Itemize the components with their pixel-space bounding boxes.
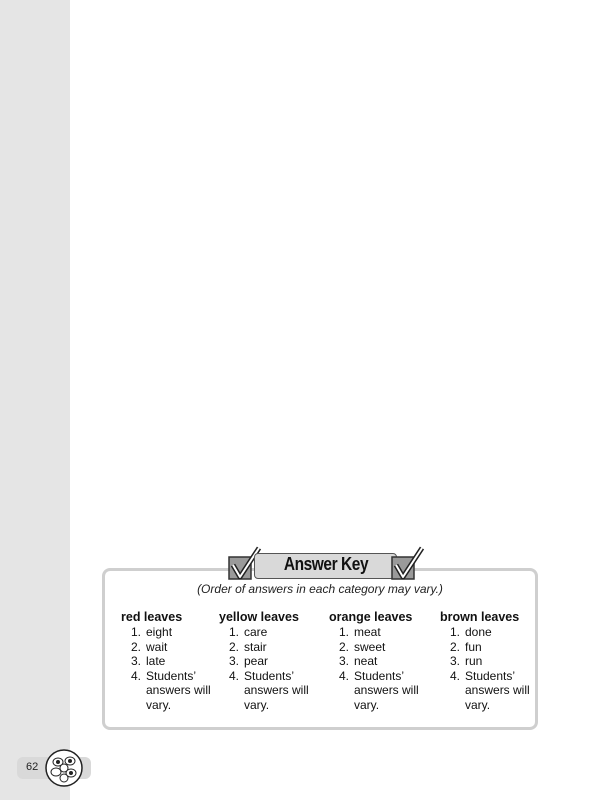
item-number: 1. xyxy=(338,625,349,639)
item-number: 2. xyxy=(338,639,349,654)
list-item xyxy=(219,669,329,713)
answer-key-subtitle: (Order of answers in each category may vary.) xyxy=(197,582,443,596)
answer-column-brown xyxy=(440,610,550,712)
list-item xyxy=(121,625,231,640)
item-text: neat xyxy=(354,654,378,668)
item-text: Students’ answers will vary. xyxy=(354,668,419,712)
item-number: 4. xyxy=(130,668,141,683)
item-number: 2. xyxy=(130,639,141,654)
list-item xyxy=(329,625,439,640)
item-text: Students’ answers will vary. xyxy=(244,668,309,712)
item-text: wait xyxy=(146,639,168,654)
list-item xyxy=(219,654,329,669)
list-item xyxy=(329,669,439,713)
item-text: sweet xyxy=(354,639,386,654)
item-text: meat xyxy=(354,625,381,639)
item-text: run xyxy=(465,654,483,668)
list-item xyxy=(219,640,329,655)
list-item xyxy=(329,654,439,669)
list-item xyxy=(440,669,550,713)
column-heading: yellow leaves xyxy=(219,610,299,624)
list-item xyxy=(440,640,550,655)
item-text: late xyxy=(146,654,166,668)
item-number: 1. xyxy=(228,625,239,639)
item-number: 2. xyxy=(449,639,460,654)
item-number: 3. xyxy=(449,654,460,668)
list-item xyxy=(329,640,439,655)
item-number: 4. xyxy=(338,668,349,683)
list-item xyxy=(121,654,231,669)
checkbox-check-icon xyxy=(389,545,425,583)
answer-key-title-banner xyxy=(226,545,426,585)
item-number: 1. xyxy=(130,625,141,639)
list-item xyxy=(121,669,231,713)
page-number: 62 xyxy=(26,761,39,773)
item-text: done xyxy=(465,625,492,639)
item-text: Students’ answers will vary. xyxy=(465,668,530,712)
item-text: stair xyxy=(244,639,267,654)
list-item xyxy=(440,625,550,640)
item-number: 3. xyxy=(130,654,141,668)
item-number: 3. xyxy=(338,654,349,668)
item-text: eight xyxy=(146,625,173,639)
column-heading: brown leaves xyxy=(440,610,520,624)
list-item xyxy=(219,625,329,640)
list-item xyxy=(121,640,231,655)
column-heading: orange leaves xyxy=(329,610,413,624)
answer-column-orange xyxy=(329,610,439,712)
item-text: care xyxy=(244,625,268,639)
item-number: 2. xyxy=(228,639,239,654)
item-number: 4. xyxy=(228,668,239,683)
item-text: Students’ answers will vary. xyxy=(146,668,211,712)
column-heading: red leaves xyxy=(121,610,183,624)
list-item xyxy=(440,654,550,669)
item-number: 3. xyxy=(228,654,239,668)
left-margin-band xyxy=(0,0,70,800)
item-text: pear xyxy=(244,654,269,668)
answer-key-title: Answer Key xyxy=(283,554,369,574)
item-number: 4. xyxy=(449,668,460,683)
item-number: 1. xyxy=(449,625,460,639)
item-text: fun xyxy=(465,639,482,654)
flower-icon xyxy=(44,748,84,788)
answer-column-red xyxy=(121,610,231,712)
answer-column-yellow xyxy=(219,610,329,712)
